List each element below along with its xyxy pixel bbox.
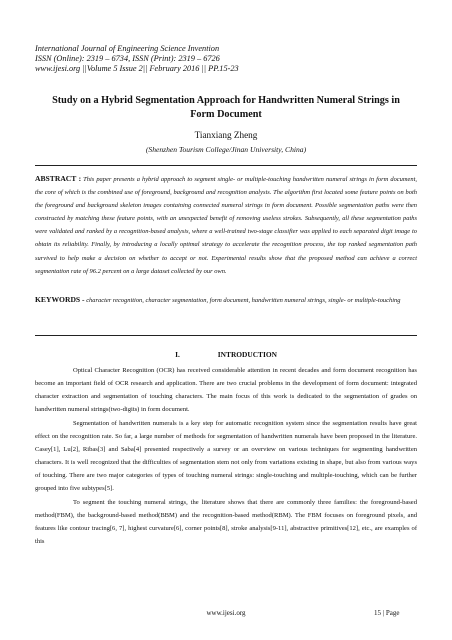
top-divider	[35, 165, 417, 166]
journal-issue: www.ijesi.org ||Volume 5 Issue 2|| February 2016 || PP.15-23	[35, 64, 239, 74]
abstract-text: This paper presents a hybrid approach to segment single- or multiple-touching handwritten numeral strings in form document, the core of which is the combined use of foreground, background and recognition analysis. The algorithm first located some feature points on both the foreground and background skeleton images containing connected numeral strings in form document. Possible segmentation paths were then constructed by matching these feature points, with an unexpected benefit of removing useless strokes. Subsequently, all these segmentation paths were validated and ranked by a recognition-based analysis, where a well-trained two-stage classifier was applied to each separated digit image to obtain its reliability. Finally, by introducing a locally optimal strategy to accelerate the recognition process, the top ranked segmentation path survived to help make a decision on whether to accept or not. Experimental results show that the proposed method can achieve a correct segmentation rate of 96.2 percent on a large dataset collected by our own.	[35, 176, 417, 275]
abstract-label: ABSTRACT :	[35, 174, 82, 183]
keywords-label: KEYWORDS -	[35, 295, 85, 304]
keywords-block	[35, 293, 417, 307]
keywords-text: character recognition, character segmentation, form document, handwritten numeral strings, single- or multiple-touching	[84, 297, 401, 304]
paper-affiliation: (Shenzhen Tourism College/Jinan University, China)	[145, 145, 307, 154]
section-title: INTRODUCTION	[217, 350, 277, 359]
abstract-block	[35, 172, 417, 278]
journal-issn: ISSN (Online): 2319 – 6734, ISSN (Print): 2319 – 6726	[35, 54, 220, 64]
bottom-divider	[35, 335, 417, 336]
page-number: 15 | Page	[374, 609, 400, 617]
paragraph: To segment the touching numeral strings, the literature shows that there are commonly three families: the foreground-based method(FBM), the background-based method(BBM) and the recognition-based method(RBM). The FBM focuses on foreground pixels, and features like contour tracing[6, 7], highest curvature[6], corner points[8], stroke analysis[9-11], abstractive primitives[12], etc., are examples of this	[35, 498, 417, 546]
section-heading	[0, 350, 452, 359]
paragraph: Segmentation of handwritten numerals is a key step for automatic recognition system since the segmentation results have great effect on the recognition rate. So far, a large number of methods for segmentation of handwritten numerals have been proposed in the literature. Casey[1], Lu[2], Ribas[3] and Saba[4] presented respectively a survey or an overview on various techniques for segmenting handwritten characters. It is well recognized that the difficulties of segmentation stem not only from variations existing in shape, but also from various ways of touching. There are two major categories of types of touching numeral strings: single-touching and multiple-touching, which can be further grouped into five subtypes[5].	[35, 419, 417, 493]
journal-name: International Journal of Engineering Science Invention	[35, 44, 220, 53]
body-text	[35, 364, 417, 548]
paragraph: Optical Character Recognition (OCR) has received considerable attention in recent decades and form document recognition has become an important field of OCR research and application. There are two crucial problems in the development of form document: integrated character extraction and segmentation of touching characters. The main focus of this work is dedicated to the segmentation of grades on handwritten numeral strings(two-digits) in form document.	[35, 367, 417, 414]
section-number: I.	[175, 350, 180, 359]
footer-url: www.ijesi.org	[206, 609, 246, 617]
paper-author: Tianxiang Zheng	[194, 130, 258, 140]
journal-header	[35, 44, 425, 75]
paper-title: Study on a Hybrid Segmentation Approach for Handwritten Numeral Strings in Form Document	[52, 95, 400, 120]
